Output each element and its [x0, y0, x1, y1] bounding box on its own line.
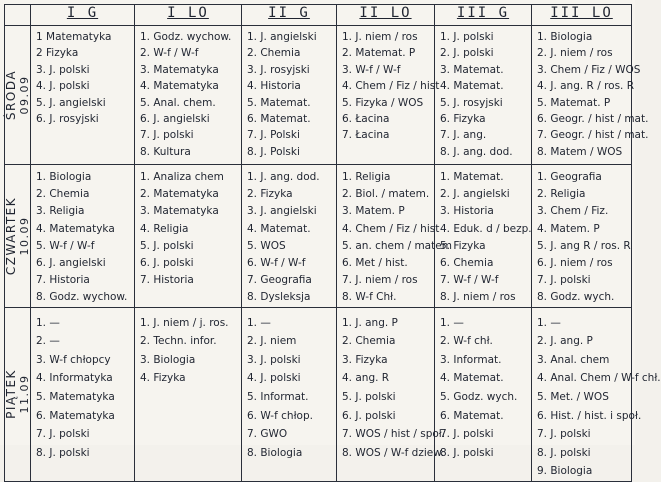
lesson-entry: 6. J. polski — [140, 257, 194, 270]
lesson-cell — [31, 307, 135, 481]
lesson-entry: 8. J. niem / ros — [440, 291, 516, 304]
lesson-cell — [135, 26, 242, 165]
lesson-cell — [435, 26, 532, 165]
lesson-cell — [242, 26, 337, 165]
lesson-entry: 1 Matematyka — [36, 31, 112, 43]
day-label-cell — [5, 26, 31, 165]
lesson-entry: 5. J. angielski — [36, 96, 106, 109]
lesson-list — [337, 308, 446, 463]
lesson-entry: 5. Matematyka — [36, 391, 115, 403]
lesson-entry: 5. J. ang R / ros. R — [537, 239, 631, 252]
lesson-entry: 5. Matemat. — [247, 96, 311, 109]
lesson-entry: 3. J. rosyjski — [247, 63, 310, 76]
lesson-cell — [242, 307, 337, 481]
lesson-entry: 8. J. polski — [36, 446, 90, 459]
lesson-cell — [532, 165, 632, 308]
lesson-entry: 3. Matemat. — [440, 63, 504, 76]
lesson-entry: 6. Matematyka — [36, 409, 115, 422]
lesson-list — [337, 165, 452, 307]
day-name: ŚRODA — [3, 69, 18, 121]
lesson-entry: 6. Matemat. — [247, 113, 311, 126]
lesson-entry: 8. Godz. wychow. — [36, 291, 128, 304]
lesson-entry: 7. J. niem / ros — [342, 274, 418, 287]
lesson-entry: 8. J. ang. dod. — [440, 145, 513, 158]
lesson-entry: 7. GWO — [247, 428, 288, 441]
lesson-entry: 4. Informatyka — [36, 372, 113, 385]
lesson-entry: 7. Geografia — [247, 274, 312, 287]
lesson-entry: 6. J. niem / ros — [537, 257, 613, 270]
lesson-entry: 4. Historia — [247, 80, 301, 93]
lesson-list — [242, 26, 336, 160]
lesson-entry: 2. Matemat. P — [342, 47, 416, 60]
lesson-entry: 4. J. ang. R / ros. R — [537, 80, 635, 93]
lesson-entry: 7. J. polski — [537, 274, 591, 287]
lesson-cell — [435, 165, 532, 308]
lesson-entry: 6. Łacina — [342, 113, 390, 126]
lesson-entry: 2. Biol. / matem. — [342, 188, 430, 201]
lesson-entry: 1. Religia — [342, 171, 391, 183]
lesson-entry: 3. W-f / W-f — [342, 63, 401, 76]
lesson-entry: 7. Historia — [140, 274, 194, 287]
lesson-entry: 1. Matemat. — [440, 171, 504, 183]
lesson-list — [31, 26, 134, 127]
lesson-entry: 1. Biologia — [36, 171, 92, 183]
lesson-entry: 4. Chem / Fiz / hist — [342, 80, 440, 93]
lesson-list — [135, 165, 241, 289]
lesson-entry: 3. J. polski — [36, 63, 90, 76]
lesson-entry: 2. Techn. infor. — [140, 335, 217, 348]
lesson-entry: 2. Matematyka — [140, 188, 219, 201]
lesson-entry: 7. W-f / W-f — [440, 274, 499, 287]
lesson-cell — [242, 165, 337, 308]
lesson-entry: 3. Matematyka — [140, 63, 219, 76]
corner-cell — [5, 5, 31, 26]
lesson-entry: 4. Matemat. — [440, 372, 504, 385]
lesson-entry: 2. J. niem — [247, 335, 297, 348]
lesson-list — [435, 26, 531, 160]
lesson-cell — [31, 26, 135, 165]
lesson-entry: 8. Kultura — [140, 145, 191, 158]
day-row — [5, 165, 632, 308]
lesson-entry: 5. Met. / WOS — [537, 391, 609, 403]
lesson-entry: 2. Chemia — [247, 47, 301, 60]
lesson-entry: 5. Anal. chem. — [140, 96, 216, 109]
lesson-entry: 2 Fizyka — [36, 47, 79, 60]
lesson-entry: 8. J. polski — [440, 446, 494, 459]
lesson-cell — [435, 307, 532, 481]
lesson-entry: 3. Historia — [440, 205, 494, 218]
lesson-entry: 4. Anal. Chem / W-f chł. — [537, 372, 661, 385]
lesson-entry: 4. Religia — [140, 222, 189, 235]
lesson-entry: 7. Łacina — [342, 129, 390, 142]
lesson-entry: 4. Fizyka — [140, 372, 186, 385]
day-row — [5, 26, 632, 165]
lesson-entry: 1. Godz. wychow. — [140, 31, 232, 43]
lesson-list — [435, 165, 531, 307]
lesson-entry: 3. J. angielski — [247, 205, 317, 218]
lesson-entry: 6. Hist. / hist. i społ. — [537, 409, 642, 422]
class-header: I LO — [135, 5, 242, 26]
lesson-entry: 3. Matematyka — [140, 205, 219, 218]
lesson-entry: 1. — — [537, 316, 561, 329]
lesson-list — [242, 308, 336, 463]
lesson-entry: 1. J. niem / ros — [342, 31, 418, 43]
lesson-entry: 5. Godz. wych. — [440, 391, 518, 403]
lesson-list — [532, 26, 649, 160]
lesson-entry: 4. J. polski — [247, 372, 301, 385]
lesson-entry: 8. J. Polski — [247, 145, 300, 158]
lesson-entry: 6. J. angielski — [36, 257, 106, 270]
lesson-entry: 3. Biologia — [140, 353, 196, 366]
day-row — [5, 307, 632, 481]
lesson-entry: 7. WOS / hist / społ. — [342, 428, 446, 441]
lesson-entry: 5. J. polski — [140, 239, 194, 252]
lesson-entry: 3. J. polski — [247, 353, 301, 366]
lesson-entry: 3. Religia — [36, 205, 85, 218]
lesson-entry: 1. — — [440, 316, 464, 329]
lesson-entry: 8. Matem / WOS — [537, 145, 623, 158]
lesson-entry: 4. Matemat. — [247, 222, 311, 235]
lesson-entry: 6. J. polski — [342, 409, 396, 422]
lesson-entry: 1. Geografia — [537, 171, 602, 183]
lesson-entry: 2. Fizyka — [247, 188, 293, 201]
lesson-entry: 7. Historia — [36, 274, 90, 287]
day-date: 11.09 — [17, 374, 31, 414]
day-label-cell — [5, 307, 31, 481]
lesson-entry: 6. Fizyka — [440, 113, 486, 126]
lesson-entry: 1. J. niem / j. ros. — [140, 316, 229, 329]
lesson-entry: 3. Informat. — [440, 353, 502, 366]
day-date: 09.09 — [17, 75, 31, 115]
lesson-entry: 3. Fizyka — [342, 353, 388, 366]
lesson-entry: 3. W-f chłopcy — [36, 353, 111, 366]
lesson-entry: 4. Chem / Fiz / hist — [342, 222, 440, 235]
lesson-entry: 1. J. ang. P — [342, 316, 398, 329]
lesson-entry: 5. J. rosyjski — [440, 96, 503, 109]
lesson-entry: 7. J. polski — [440, 428, 494, 441]
day-name: CZWARTEK — [3, 196, 18, 275]
lesson-entry: 3. Matem. P — [342, 205, 405, 218]
lesson-cell — [337, 165, 452, 308]
class-header: II LO — [337, 5, 435, 26]
lesson-entry: 6. J. angielski — [140, 113, 210, 126]
lesson-entry: 1. — — [36, 316, 60, 329]
lesson-entry: 5. Fizyka / WOS — [342, 96, 424, 109]
lesson-list — [31, 165, 134, 307]
class-header: III G — [435, 5, 532, 26]
lesson-entry: 8. Godz. wych. — [537, 291, 615, 304]
lesson-entry: 1. Biologia — [537, 31, 593, 43]
lesson-entry: 5. Matemat. P — [537, 96, 611, 109]
lesson-entry: 2. Chemia — [342, 335, 396, 348]
lesson-entry: 7. J. polski — [140, 129, 194, 142]
lesson-entry: 5. W-f / W-f — [36, 239, 95, 252]
lesson-cell — [532, 26, 649, 165]
lesson-list — [337, 26, 440, 144]
lesson-entry: 1. Analiza chem — [140, 171, 224, 183]
lesson-entry: 2. W-f chł. — [440, 335, 493, 348]
lesson-entry: 8. WOS / W-f dziew. — [342, 446, 445, 459]
lesson-entry: 2. W-f / W-f — [140, 47, 199, 60]
lesson-entry: 4. ang. R — [342, 372, 390, 385]
lesson-entry: 7. J. ang. — [440, 129, 487, 142]
day-label — [5, 197, 31, 275]
lesson-entry: 7. J. polski — [537, 428, 591, 441]
lesson-list — [135, 26, 241, 160]
lesson-entry: 4. Matematyka — [36, 222, 115, 235]
lesson-entry: 8. W-f Chł. — [342, 291, 397, 304]
lesson-entry: 5. Informat. — [247, 391, 309, 403]
lesson-entry: 7. J. polski — [36, 428, 90, 441]
lesson-entry: 6. J. rosyjski — [36, 113, 99, 126]
lesson-entry: 2. Chemia — [36, 188, 90, 201]
lesson-cell — [532, 307, 661, 481]
lesson-entry: 5. WOS — [247, 239, 286, 252]
class-header: II G — [242, 5, 337, 26]
lesson-entry: 6. Chemia — [440, 257, 494, 270]
class-header: I G — [31, 5, 135, 26]
lesson-cell — [337, 26, 440, 165]
lesson-entry: 4. Matematyka — [140, 80, 219, 93]
day-label — [5, 70, 31, 120]
lesson-entry: 5. Fizyka — [440, 239, 486, 252]
lesson-entry: 6. Met / hist. — [342, 257, 408, 270]
lesson-entry: 2. J. ang. P — [537, 335, 593, 348]
day-name: PIĄTEK — [3, 369, 18, 420]
lesson-entry: 1. J. polski — [440, 31, 494, 43]
lesson-list — [532, 165, 631, 307]
lesson-entry: 6. Matemat. — [440, 409, 504, 422]
lesson-entry: 2. J. angielski — [440, 188, 510, 201]
lesson-entry: 2. Religia — [537, 188, 586, 201]
day-label — [5, 369, 31, 419]
class-header: III LO — [532, 5, 632, 26]
lesson-entry: 8. J. polski — [537, 446, 591, 459]
lesson-cell — [337, 307, 446, 481]
lesson-entry: 4. Matemat. — [440, 80, 504, 93]
lesson-list — [532, 308, 661, 481]
lesson-entry: 7. J. Polski — [247, 129, 300, 142]
lesson-entry: 6. W-f / W-f — [247, 257, 306, 270]
lesson-entry: 4. Matem. P — [537, 222, 600, 235]
lesson-entry: 3. Anal. chem — [537, 353, 610, 366]
lesson-entry: 7. Geogr. / hist / mat. — [537, 129, 649, 142]
lesson-list — [435, 308, 531, 463]
lesson-entry: 8. Biologia — [247, 446, 303, 459]
lesson-entry: 4. Eduk. d / bezp. — [440, 222, 532, 235]
day-date: 10.09 — [17, 216, 31, 256]
lesson-entry: 4. J. polski — [36, 80, 90, 93]
lesson-cell — [31, 165, 135, 308]
lesson-entry: 8. Dysleksja — [247, 291, 311, 304]
lesson-entry: 5. an. chem / matem — [342, 239, 452, 252]
lesson-list — [135, 308, 241, 388]
timetable — [3, 4, 661, 482]
lesson-list — [242, 165, 336, 307]
lesson-entry: 2. J. polski — [440, 47, 494, 60]
lesson-entry: 1. J. ang. dod. — [247, 171, 320, 183]
lesson-entry: 2. J. niem / ros — [537, 47, 613, 60]
lesson-cell — [135, 307, 242, 481]
lesson-entry: 6. W-f chłop. — [247, 409, 313, 422]
lesson-entry: 5. J. polski — [342, 391, 396, 403]
lesson-entry: 3. Chem / Fiz / WOS — [537, 63, 641, 76]
lesson-entry: 1. — — [247, 316, 271, 329]
lesson-entry: 2. — — [36, 335, 60, 348]
lesson-cell — [135, 165, 242, 308]
lesson-list — [31, 308, 134, 463]
header-row — [5, 5, 632, 26]
lesson-entry: 6. Geogr. / hist / mat. — [537, 113, 649, 126]
lesson-entry: 9. Biologia — [537, 465, 593, 478]
day-label-cell — [5, 165, 31, 308]
lesson-entry: 3. Chem / Fiz. — [537, 205, 609, 218]
lesson-entry: 1. J. angielski — [247, 31, 317, 43]
